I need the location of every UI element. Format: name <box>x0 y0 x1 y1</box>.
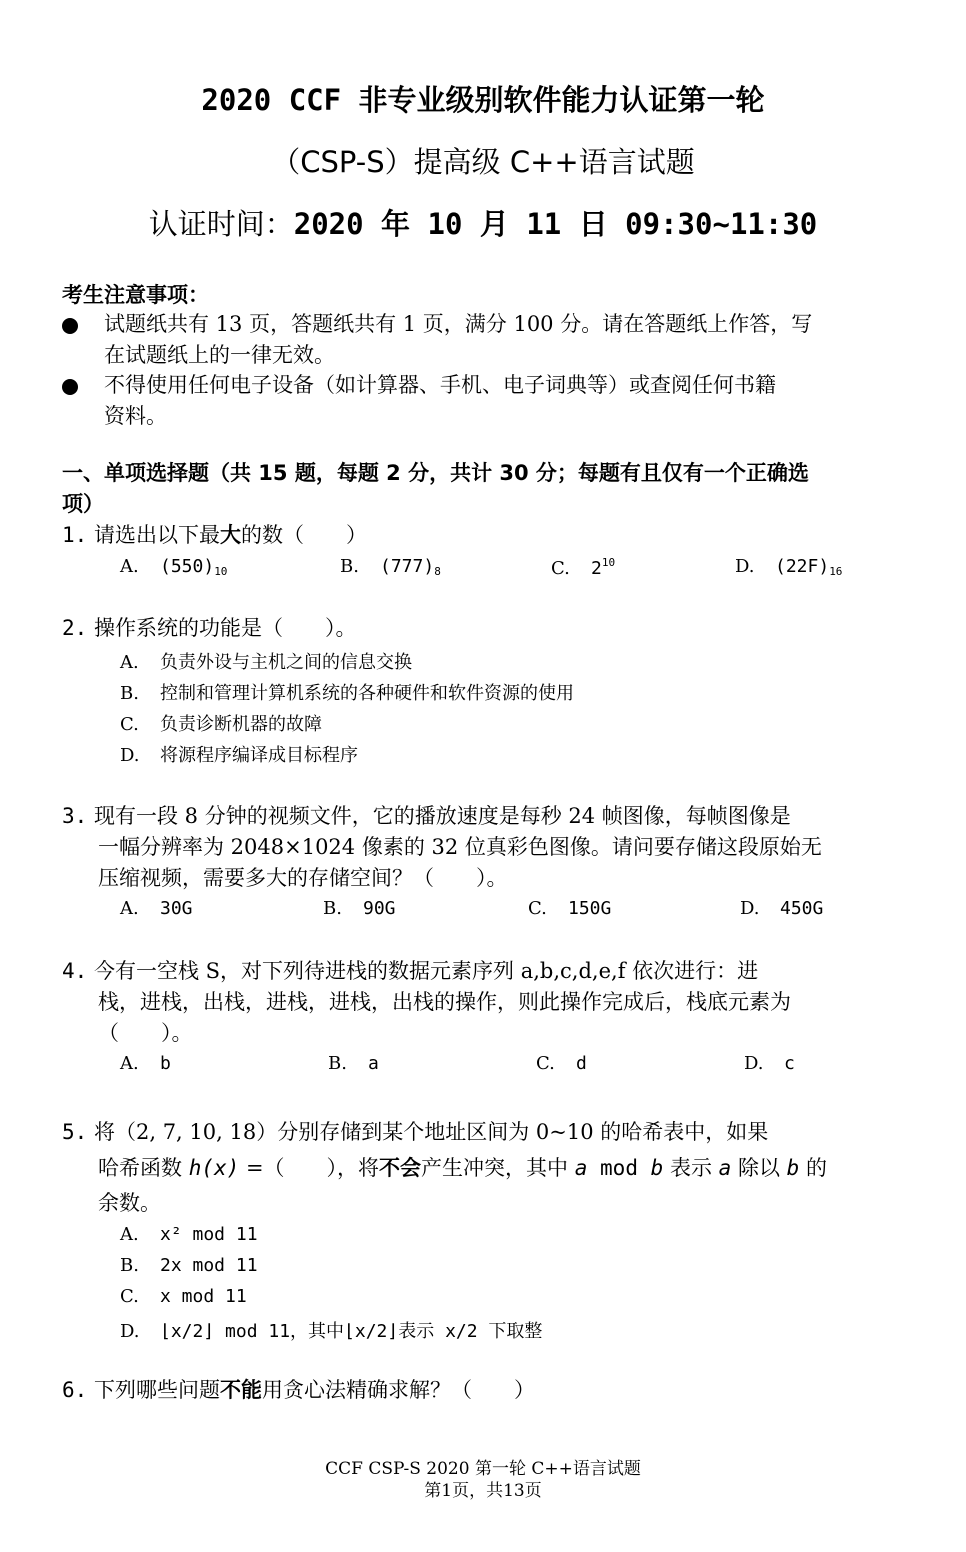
question-text: 请选出以下最 <box>93 523 220 547</box>
question-number: 4. <box>62 959 88 983</box>
question-3 <box>62 801 791 832</box>
option-label: B. <box>340 556 359 577</box>
q5-option-d <box>120 1317 542 1343</box>
footer-title: CCF CSP-S 2020 第一轮 C++语言试题 <box>325 1459 641 1479</box>
option-value: (777) <box>380 556 435 577</box>
notice-item-1-line1: 试题纸共有 13 页，答题纸共有 1 页，满分 100 分。请在答题纸上作答，写 <box>104 312 813 336</box>
option-label: D. <box>744 1053 764 1074</box>
option-superscript: 10 <box>601 556 616 569</box>
option-value: a <box>368 1053 379 1074</box>
question-4-line2: 栈，进栈，出栈，进栈，进栈，出栈的操作，则此操作完成后，栈底元素为 <box>98 990 791 1014</box>
q4-option-d <box>744 1053 795 1074</box>
q5-option-a <box>120 1224 258 1245</box>
question-text: 用贪心法精确求解？（ ） <box>261 1378 535 1402</box>
option-text: 将源程序编译成目标程序 <box>160 745 358 766</box>
question-emphasis: 大 <box>219 523 241 547</box>
option-label: C. <box>120 714 139 735</box>
q5-text: 的 <box>799 1156 827 1180</box>
option-subscript: 16 <box>829 565 843 578</box>
q5-option-c <box>120 1286 247 1307</box>
exam-time-label: 认证时间： <box>148 207 294 241</box>
var-b: b <box>786 1156 800 1180</box>
option-value: x² mod 11 <box>160 1224 258 1245</box>
q1-option-d <box>735 556 842 578</box>
q3-option-a <box>120 898 193 919</box>
notice-heading: 考生注意事项： <box>62 283 209 307</box>
question-emphasis: 不会 <box>379 1156 422 1180</box>
q2-option-a <box>120 648 412 674</box>
question-number: 6. <box>62 1378 88 1402</box>
option-value: b <box>160 1053 171 1074</box>
q2-option-b <box>120 679 574 705</box>
option-text: 控制和管理计算机系统的各种硬件和软件资源的使用 <box>160 683 574 704</box>
option-label: B. <box>120 683 139 704</box>
q1-option-b <box>340 556 441 578</box>
section-heading-line2: 项） <box>62 492 104 516</box>
exam-subtitle: （CSP-S）提高级 C++语言试题 <box>271 145 695 179</box>
question-text: 现有一段 8 分钟的视频文件，它的播放速度是每秒 24 帧图像，每帧图像是 <box>93 804 791 828</box>
var-b: b <box>650 1156 664 1180</box>
footer-page-number: 第1页，共13页 <box>424 1481 542 1501</box>
option-value: 2 <box>591 558 602 579</box>
option-label: A. <box>120 556 139 577</box>
option-value: 450G <box>780 898 824 919</box>
question-emphasis: 不能 <box>219 1378 262 1402</box>
option-value: 150G <box>568 898 612 919</box>
option-label: C. <box>528 898 547 919</box>
option-subscript: 10 <box>214 565 228 578</box>
option-value: c <box>784 1053 795 1074</box>
q4-option-b <box>328 1053 379 1074</box>
option-label: D. <box>735 556 755 577</box>
question-4-line3: （ ）。 <box>98 1021 193 1045</box>
question-2 <box>62 613 356 644</box>
question-5-line2 <box>98 1153 827 1184</box>
q5-text: 哈希函数 <box>98 1156 189 1180</box>
option-label: C. <box>536 1053 555 1074</box>
q5-text: 表示 <box>663 1156 719 1180</box>
option-label: B. <box>120 1255 139 1276</box>
q5-text: =（ ），将 <box>239 1156 380 1180</box>
q2-option-d <box>120 741 358 767</box>
option-value: (550) <box>160 556 215 577</box>
option-value: 90G <box>363 898 396 919</box>
question-4 <box>62 956 758 987</box>
question-5 <box>62 1117 768 1148</box>
hash-function: h(x) <box>188 1156 240 1180</box>
option-value: 30G <box>160 898 193 919</box>
option-label: D. <box>740 898 760 919</box>
question-text: 将（2, 7, 10, 18）分别存储到某个地址区间为 0~10 的哈希表中，如果 <box>93 1120 769 1144</box>
question-number: 1. <box>62 523 88 547</box>
option-label: A. <box>120 898 139 919</box>
q5-text: 产生冲突，其中 <box>421 1156 575 1180</box>
var-a: a <box>718 1156 732 1180</box>
mod-keyword: mod <box>587 1156 651 1180</box>
question-number: 2. <box>62 616 88 640</box>
option-subscript: 8 <box>434 565 441 578</box>
var-a: a <box>574 1156 588 1180</box>
notice-item-2-line2: 资料。 <box>104 404 167 428</box>
q4-option-a <box>120 1053 171 1074</box>
question-5-line3: 余数。 <box>98 1191 161 1215</box>
option-text: 负责外设与主机之间的信息交换 <box>160 652 412 673</box>
option-label: B. <box>328 1053 347 1074</box>
q3-option-d <box>740 898 823 919</box>
option-label: C. <box>551 558 570 579</box>
question-3-line2: 一幅分辨率为 2048×1024 像素的 32 位真彩色图像。请问要存储这段原始无 <box>98 835 822 859</box>
option-label: B. <box>323 898 342 919</box>
exam-time-value: 2020 年 10 月 11 日 09:30~11:30 <box>293 207 818 241</box>
notice-item-1-line2: 在试题纸上的一律无效。 <box>104 343 335 367</box>
q1-option-a <box>120 556 227 578</box>
question-text: 操作系统的功能是（ ）。 <box>93 616 357 640</box>
option-label: A. <box>120 1053 139 1074</box>
option-label: C. <box>120 1286 139 1307</box>
question-1 <box>62 520 367 551</box>
option-value: d <box>576 1053 587 1074</box>
question-6 <box>62 1375 535 1406</box>
bullet-icon <box>62 379 78 395</box>
q2-option-c <box>120 710 322 736</box>
question-text: 下列哪些问题 <box>93 1378 220 1402</box>
option-value: (22F) <box>775 556 830 577</box>
option-value: 2x mod 11 <box>160 1255 258 1276</box>
question-text: 的数（ ） <box>240 523 367 547</box>
bullet-icon <box>62 318 78 334</box>
option-value: x mod 11 <box>160 1286 247 1307</box>
question-text: 今有一空栈 S，对下列待进栈的数据元素序列 a,b,c,d,e,f 依次进行：进 <box>93 959 759 983</box>
option-label: D. <box>120 745 140 766</box>
q3-option-b <box>323 898 396 919</box>
q5-text: 除以 <box>731 1156 787 1180</box>
q3-option-c <box>528 898 611 919</box>
option-label: A. <box>120 652 139 673</box>
option-text: 负责诊断机器的故障 <box>160 714 322 735</box>
exam-title: 2020 CCF 非专业级别软件能力认证第一轮 <box>201 83 765 117</box>
question-3-line3: 压缩视频，需要多大的存储空间？（ ）。 <box>98 866 508 890</box>
q5-option-b <box>120 1255 258 1276</box>
option-label: A. <box>120 1224 139 1245</box>
question-number: 3. <box>62 804 88 828</box>
exam-time <box>0 202 966 243</box>
q4-option-c <box>536 1053 587 1074</box>
section-heading-line1: 一、单项选择题（共 15 题，每题 2 分，共计 30 分；每题有且仅有一个正确选 <box>62 461 809 485</box>
option-value: ⌊x/2⌋ mod 11，其中⌊x/2⌋表示 x/2 下取整 <box>160 1321 543 1342</box>
q1-option-c <box>551 556 615 579</box>
notice-item-2-line1: 不得使用任何电子设备（如计算器、手机、电子词典等）或查阅任何书籍 <box>104 373 776 397</box>
question-number: 5. <box>62 1120 88 1144</box>
option-label: D. <box>120 1321 140 1342</box>
